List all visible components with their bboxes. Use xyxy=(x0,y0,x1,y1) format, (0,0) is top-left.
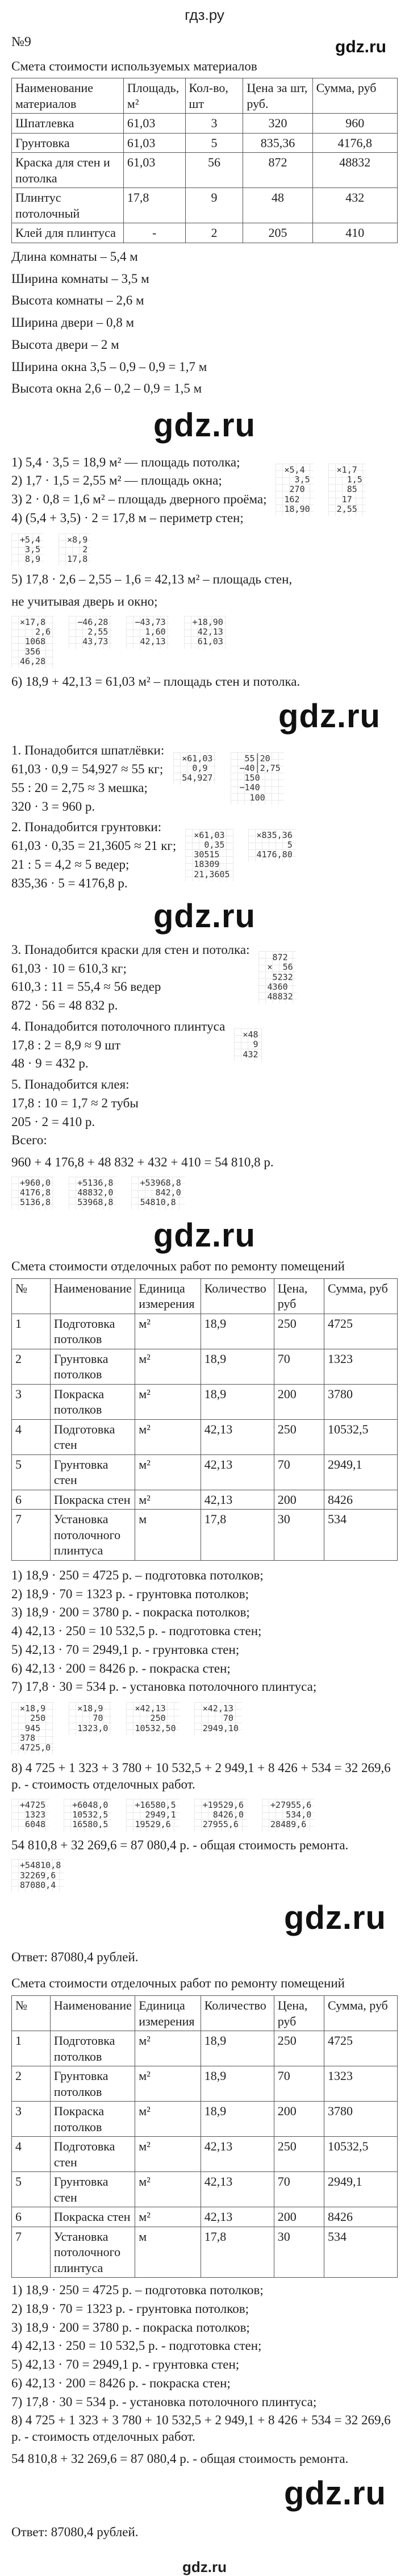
table-cell: 200 xyxy=(274,2207,324,2227)
table-cell: 7 xyxy=(12,1510,51,1561)
table-cell: 70 xyxy=(274,1454,324,1490)
answer-line-repeat: Ответ: 87080,4 рублей. xyxy=(11,2525,139,2539)
table-cell: 200 xyxy=(274,1384,324,1419)
table-cell: 432 xyxy=(312,188,397,223)
table-cell: 70 xyxy=(274,1349,324,1384)
table-cell: 250 xyxy=(274,1314,324,1349)
table-cell: 534 xyxy=(324,1510,397,1561)
materials-calc-line: 835,36 · 5 = 4176,8 р. xyxy=(11,876,128,890)
table-cell: 250 xyxy=(274,1419,324,1454)
column-calculation: +53968,8 842,0 54810,8 xyxy=(131,1177,184,1210)
column-calculation: +5136,8 48832,0 53968,8 xyxy=(69,1177,116,1210)
works-calc-line: 3) 18,9 · 200 = 3780 р. - покраска потолков; xyxy=(11,2320,250,2335)
table-cell: 42,13 xyxy=(201,1454,274,1490)
table-cell: Подготовка стен xyxy=(50,2137,135,2172)
column-calculation: +19529,6 8426,0 27955,6 xyxy=(194,1799,247,1832)
table-cell: Покраска потолков xyxy=(50,2102,135,2137)
table-cell: м² xyxy=(135,2137,201,2172)
materials-calc-line: Всего: xyxy=(11,1133,47,1148)
materials-calc-line: 5. Понадобится клея: xyxy=(11,1077,130,1091)
materials-calc-line: 61,03 · 0,9 = 54,927 ≈ 55 кг; xyxy=(11,762,164,776)
table-cell: 4176,8 xyxy=(312,133,397,153)
table-cell: м² xyxy=(135,1349,201,1384)
table-cell: 56 xyxy=(185,153,243,188)
works-header-row xyxy=(12,1996,398,2031)
works-header-row xyxy=(12,1278,398,1314)
table-cell: м² xyxy=(135,1419,201,1454)
works-table-repeat xyxy=(11,1995,398,2278)
materials-calc-line: 55 : 20 = 2,75 ≈ 3 мешка; xyxy=(11,780,148,795)
table-cell: м² xyxy=(135,2031,201,2066)
works-calc-line: 2) 18,9 · 70 = 1323 р. - грунтовка потолков; xyxy=(11,1586,249,1601)
area-step: не учитывая дверь и окно; xyxy=(11,594,158,608)
works-calc-line: 6) 42,13 · 200 = 8426 р. - покраска стен; xyxy=(11,2375,231,2390)
dimension-line: Высота двери – 2 м xyxy=(11,337,119,352)
table-cell: 18,9 xyxy=(201,2031,274,2066)
works-calc-line: 7) 17,8 · 30 = 534 р. - установка потолочного плинтуса; xyxy=(11,1679,317,1694)
table-cell: Покраска стен xyxy=(50,2207,135,2227)
area-step: 3) 2 · 0,8 = 1,6 м² – площадь дверного проёма; xyxy=(11,492,267,506)
table-cell: 1 xyxy=(12,1314,51,1349)
dimension-line: Высота окна 2,6 – 0,2 – 0,9 = 1,5 м xyxy=(11,381,202,396)
table-cell: 835,36 xyxy=(243,133,312,153)
materials-calc-line: 48 · 9 = 432 р. xyxy=(11,1056,89,1071)
table-cell: 2949,1 xyxy=(324,2172,397,2207)
column-calculation: 872 × 56 5232 4360 48832 xyxy=(258,951,296,1003)
materials-calc-line: 4. Понадобится потолочного плинтуса xyxy=(11,1019,226,1033)
table-cell: Установка потолочного плинтуса xyxy=(50,1510,135,1561)
table-cell: 5 xyxy=(12,2172,51,2207)
table-row xyxy=(12,1510,398,1561)
materials-calc-line: 205 · 2 = 410 р. xyxy=(11,1114,95,1129)
column-calculation: ×17,8 2,6 1068 356 46,28 xyxy=(11,616,54,668)
works-header-cell: Единица измерения xyxy=(135,1996,201,2031)
column-calculation: ×5,4 3,5 270 162 18,90 xyxy=(276,464,313,516)
column-calculation: ×48 9 432 xyxy=(234,1028,261,1061)
table-row xyxy=(12,1384,398,1419)
table-cell: 2 xyxy=(12,2066,51,2102)
column-calculation: +54810,8 32269,6 87080,4 xyxy=(11,1859,64,1892)
column-calculation: +960,0 4176,8 5136,8 xyxy=(11,1177,54,1210)
table-cell: Установка потолочного плинтуса xyxy=(50,2227,135,2278)
table-cell: Подготовка потолков xyxy=(50,2031,135,2066)
materials-calc-line: 61,03 · 0,35 = 21,3605 ≈ 21 кг; xyxy=(11,839,177,853)
works-calc-line: 4) 42,13 · 250 = 10 532,5 р. - подготовка стен; xyxy=(11,1624,262,1638)
works-header-cell: Сумма, руб xyxy=(324,1278,397,1314)
table-cell: Шпатлевка xyxy=(12,114,124,134)
table-cell: 2 xyxy=(185,223,243,243)
table-cell: Грунтовка стен xyxy=(50,2172,135,2207)
dimension-line: Ширина комнаты – 3,5 м xyxy=(11,271,149,286)
table-cell: Грунтовка стен xyxy=(50,1454,135,1490)
works-calc-line: 2) 18,9 · 70 = 1323 р. - грунтовка потолков; xyxy=(11,2301,249,2316)
table-cell: 17,8 xyxy=(201,1510,274,1561)
table-row xyxy=(12,2172,398,2207)
table-cell: 3780 xyxy=(324,1384,397,1419)
table-cell: 9 xyxy=(185,188,243,223)
table-cell: 1323 xyxy=(324,2066,397,2102)
table-cell: м² xyxy=(135,2172,201,2207)
table-row xyxy=(12,2137,398,2172)
materials-header-cell: Сумма, руб xyxy=(312,78,397,114)
task-number: №9 xyxy=(11,34,31,49)
table-cell: м² xyxy=(135,1454,201,1490)
works-header-cell: Наименование xyxy=(50,1278,135,1314)
column-calculation: −46,28 2,55 43,73 xyxy=(69,616,111,649)
table-cell: 42,13 xyxy=(201,1490,274,1510)
table-cell: м² xyxy=(135,2066,201,2102)
watermark: gdz.ru xyxy=(284,2474,386,2512)
works-header-cell: Наименование xyxy=(50,1996,135,2031)
materials-total: 960 + 4 176,8 + 48 832 + 432 + 410 = 54 810,8 р. xyxy=(11,1155,274,1169)
watermark: gdz.ru xyxy=(153,1216,256,1254)
materials-calc-line: 21 : 5 = 4,2 ≈ 5 ведер; xyxy=(11,857,130,872)
column-calculation: ×835,36 5 4176,80 xyxy=(248,829,296,862)
column-calculation: +4725 1323 6048 xyxy=(11,1799,49,1832)
table-cell: 30 xyxy=(274,2227,324,2278)
table-cell: 200 xyxy=(274,1490,324,1510)
table-cell: 42,13 xyxy=(201,1419,274,1454)
works-header-cell: № xyxy=(12,1996,51,2031)
table-cell: Подготовка стен xyxy=(50,1419,135,1454)
table-cell: 48 xyxy=(243,188,312,223)
table-cell: 17,8 xyxy=(123,188,185,223)
table-cell: м² xyxy=(135,2102,201,2137)
area-step: 4) (5,4 + 3,5) · 2 = 17,8 м – периметр стен; xyxy=(11,510,244,525)
table-cell: Покраска потолков xyxy=(50,1384,135,1419)
works-caption: Смета стоимости отделочных работ по ремонту помещений xyxy=(11,1259,345,1273)
materials-calc-line: 2. Понадобится грунтовки: xyxy=(11,820,162,835)
column-calculation: +5,4 3,5 8,9 xyxy=(11,533,44,566)
table-cell: м² xyxy=(135,1384,201,1419)
table-cell: 1 xyxy=(12,2031,51,2066)
materials-header-cell: Площадь, м² xyxy=(123,78,185,114)
watermark: gdz.ru xyxy=(335,37,386,56)
table-cell: 48832 xyxy=(312,153,397,188)
table-cell: 4 xyxy=(12,2137,51,2172)
works-calc-line: 3) 18,9 · 200 = 3780 р. - покраска потолков; xyxy=(11,1605,250,1620)
table-cell: 320 xyxy=(243,114,312,134)
works-header-cell: Цена, руб xyxy=(274,1278,324,1314)
table-cell: 18,9 xyxy=(201,2066,274,2102)
table-cell: Грунтовка xyxy=(12,133,124,153)
answer-line: Ответ: 87080,4 рублей. xyxy=(11,1949,139,1964)
table-cell: 42,13 xyxy=(201,2137,274,2172)
table-row xyxy=(12,1419,398,1454)
column-calculation: ×18,9 70 1323,0 xyxy=(69,1702,111,1735)
table-cell: 5 xyxy=(185,133,243,153)
table-cell: 10532,5 xyxy=(324,1419,397,1454)
table-cell: Покраска стен xyxy=(50,1490,135,1510)
table-cell: 18,9 xyxy=(201,1314,274,1349)
table-cell: 8426 xyxy=(324,1490,397,1510)
table-cell: Грунтовка потолков xyxy=(50,1349,135,1384)
table-row xyxy=(12,1454,398,1490)
table-cell: 61,03 xyxy=(123,153,185,188)
column-calculation: ×18,9 250 945 378 4725,0 xyxy=(11,1702,54,1754)
table-cell: 5 xyxy=(12,1454,51,1490)
table-cell: Грунтовка потолков xyxy=(50,2066,135,2102)
table-cell: 250 xyxy=(274,2031,324,2066)
table-cell: 70 xyxy=(274,2172,324,2207)
materials-calc-line: 610,3 : 11 = 55,4 ≈ 56 ведер xyxy=(11,979,161,994)
table-cell: 3 xyxy=(12,1384,51,1419)
table-cell: 2949,1 xyxy=(324,1454,397,1490)
works-header-cell: Сумма, руб xyxy=(324,1996,397,2031)
area-step: 2) 1,7 · 1,5 = 2,55 м² — площадь окна; xyxy=(11,473,222,488)
materials-calc-line: 320 · 3 = 960 р. xyxy=(11,799,95,814)
watermark: gdz.ru xyxy=(284,1899,386,1936)
works-calc-line: 5) 42,13 · 70 = 2949,1 р. - грунтовка стен; xyxy=(11,1642,240,1657)
table-row xyxy=(12,1490,398,1510)
area-step: 5) 17,8 · 2,6 – 2,55 – 1,6 = 42,13 м² – площадь стен, xyxy=(11,572,293,587)
table-row xyxy=(12,2066,398,2102)
table-cell: 17,8 xyxy=(201,2227,274,2278)
column-calculation: −43,73 1,60 42,13 xyxy=(126,616,169,649)
table-cell: Плинтус потолочный xyxy=(12,188,124,223)
table-cell: 4725 xyxy=(324,1314,397,1349)
dimension-line: Высота комнаты – 2,6 м xyxy=(11,293,144,308)
table-cell: - xyxy=(123,223,185,243)
table-cell: 30 xyxy=(274,1510,324,1561)
table-cell: 3780 xyxy=(324,2102,397,2137)
table-cell: м² xyxy=(135,1314,201,1349)
works-header-cell: Единица измерения xyxy=(135,1278,201,1314)
table-cell: 7 xyxy=(12,2227,51,2278)
materials-header-cell: Цена за шт, руб. xyxy=(243,78,312,114)
table-cell: 4725 xyxy=(324,2031,397,2066)
table-row xyxy=(12,133,398,153)
materials-table xyxy=(11,78,398,243)
table-row xyxy=(12,2031,398,2066)
column-calculation: ×61,03 0,9 54,927 xyxy=(173,752,216,785)
column-calculation: +6048,0 10532,5 16580,5 xyxy=(64,1799,111,1832)
table-cell: 6 xyxy=(12,2207,51,2227)
table-cell: 61,03 xyxy=(123,114,185,134)
works-table xyxy=(11,1278,398,1561)
works-calc-line: 6) 42,13 · 200 = 8426 р. - покраска стен; xyxy=(11,1661,231,1675)
table-cell: 960 xyxy=(312,114,397,134)
table-cell: 6 xyxy=(12,1490,51,1510)
works-caption-repeat: Смета стоимости отделочных работ по ремонту помещений xyxy=(11,1976,345,1991)
watermark: gdz.ru xyxy=(278,697,381,735)
materials-header-cell: Наименование материалов xyxy=(12,78,124,114)
dimension-line: Длина комнаты – 5,4 м xyxy=(11,249,138,264)
table-row xyxy=(12,153,398,188)
materials-calc-line: 3. Понадобится краски для стен и потолка: xyxy=(11,942,250,957)
column-calculation: +16580,5 2949,1 19529,6 xyxy=(126,1799,179,1832)
column-calculation: ×1,7 1,5 85 17 2,55 xyxy=(328,464,366,516)
table-cell: 250 xyxy=(274,2137,324,2172)
materials-calc-line: 17,8 : 10 = 1,7 ≈ 2 тубы xyxy=(11,1095,139,1110)
column-calculation: ×42,13 250 10532,50 xyxy=(126,1702,179,1735)
watermark: gdz.ru xyxy=(153,898,256,935)
table-cell: 18,9 xyxy=(201,1349,274,1384)
table-cell: Краска для стен и потолка xyxy=(12,153,124,188)
works-header-cell: Количество xyxy=(201,1996,274,2031)
works-calc-line: 8) 4 725 + 1 323 + 3 780 + 10 532,5 + 2 949,1 + 8 426 + 534 = 32 269,6 р. - стоимость отделочных работ. xyxy=(11,2413,391,2444)
works-calc-line: 4) 42,13 · 250 = 10 532,5 р. - подготовка стен; xyxy=(11,2339,262,2353)
table-cell: 200 xyxy=(274,2102,324,2137)
column-calculation: +18,90 42,13 61,03 xyxy=(184,616,227,649)
table-row xyxy=(12,223,398,243)
table-row xyxy=(12,114,398,134)
table-cell: 3 xyxy=(185,114,243,134)
area-step: 6) 18,9 + 42,13 = 61,03 м² – площадь стен и потолка. xyxy=(11,674,301,689)
column-calculation: ×8,9 2 17,8 xyxy=(59,533,91,566)
materials-header-cell: Кол-во, шт xyxy=(185,78,243,114)
table-row xyxy=(12,2207,398,2227)
works-header-cell: № xyxy=(12,1278,51,1314)
table-cell: 70 xyxy=(274,2066,324,2102)
table-cell: 42,13 xyxy=(201,2172,274,2207)
table-cell: 2 xyxy=(12,1349,51,1384)
area-step: 1) 5,4 · 3,5 = 18,9 м² — площадь потолка; xyxy=(11,455,240,469)
table-cell: Клей для плинтуса xyxy=(12,223,124,243)
materials-caption: Смета стоимости используемых материалов xyxy=(11,59,257,73)
works-header-cell: Цена, руб xyxy=(274,1996,324,2031)
footer-watermark[interactable]: gdz.ru xyxy=(182,2558,227,2575)
works-calc-line: 5) 42,13 · 70 = 2949,1 р. - грунтовка стен; xyxy=(11,2357,240,2371)
table-cell: 10532,5 xyxy=(324,2137,397,2172)
dimension-line: Ширина двери – 0,8 м xyxy=(11,315,135,330)
materials-calc-line: 872 · 56 = 48 832 р. xyxy=(11,998,118,1012)
works-header-cell: Количество xyxy=(201,1278,274,1314)
column-calculation: ×61,03 0,35 30515 18309 21,3605 xyxy=(185,829,233,881)
table-cell: м xyxy=(135,2227,201,2278)
table-cell: 8426 xyxy=(324,2207,397,2227)
table-cell: 205 xyxy=(243,223,312,243)
table-cell: 872 xyxy=(243,153,312,188)
materials-calc-line: 17,8 : 2 = 8,9 ≈ 9 шт xyxy=(11,1037,120,1052)
table-cell: 1323 xyxy=(324,1349,397,1384)
works-calc-line: 1) 18,9 · 250 = 4725 р. – подготовка потолков; xyxy=(11,2283,264,2297)
table-cell: м² xyxy=(135,1490,201,1510)
table-row xyxy=(12,188,398,223)
total-line-repeat: 54 810,8 + 32 269,6 = 87 080,4 р. - общая стоимость ремонта. xyxy=(11,2451,349,2466)
table-cell: 61,03 xyxy=(123,133,185,153)
works-calc-line: 1) 18,9 · 250 = 4725 р. – подготовка потолков; xyxy=(11,1568,264,1582)
table-row xyxy=(12,1349,398,1384)
dimension-line: Ширина окна 3,5 – 0,9 – 0,9 = 1,7 м xyxy=(11,359,207,374)
works-calc-line: 8) 4 725 + 1 323 + 3 780 + 10 532,5 + 2 949,1 + 8 426 + 534 = 32 269,6 р. - стоимость отделочных работ. xyxy=(11,1761,391,1791)
table-cell: 4 xyxy=(12,1419,51,1454)
materials-header-row xyxy=(12,78,398,114)
site-header[interactable]: гдз.ру xyxy=(185,6,224,23)
table-cell: Подготовка потолков xyxy=(50,1314,135,1349)
table-cell: м xyxy=(135,1510,201,1561)
watermark: gdz.ru xyxy=(153,407,256,444)
works-calc-line: 7) 17,8 · 30 = 534 р. - установка потолочного плинтуса; xyxy=(11,2394,317,2409)
column-calculation: 55│20 −40│2,75 150 −140 100 xyxy=(231,752,283,805)
column-calculation: +27955,6 534,0 28489,6 xyxy=(262,1799,315,1832)
materials-calc-line: 61,03 · 10 = 610,3 кг; xyxy=(11,961,127,976)
table-cell: м² xyxy=(135,2207,201,2227)
table-cell: 3 xyxy=(12,2102,51,2137)
table-cell: 42,13 xyxy=(201,2207,274,2227)
table-cell: 18,9 xyxy=(201,1384,274,1419)
table-cell: 534 xyxy=(324,2227,397,2278)
table-cell: 18,9 xyxy=(201,2102,274,2137)
table-row xyxy=(12,2227,398,2278)
total-line: 54 810,8 + 32 269,6 = 87 080,4 р. - общая стоимость ремонта. xyxy=(11,1837,349,1852)
column-calculation: ×42,13 70 2949,10 xyxy=(194,1702,242,1735)
table-row xyxy=(12,1314,398,1349)
materials-calc-line: 1. Понадобится шпатлёвки: xyxy=(11,743,165,758)
table-cell: 410 xyxy=(312,223,397,243)
table-row xyxy=(12,2102,398,2137)
